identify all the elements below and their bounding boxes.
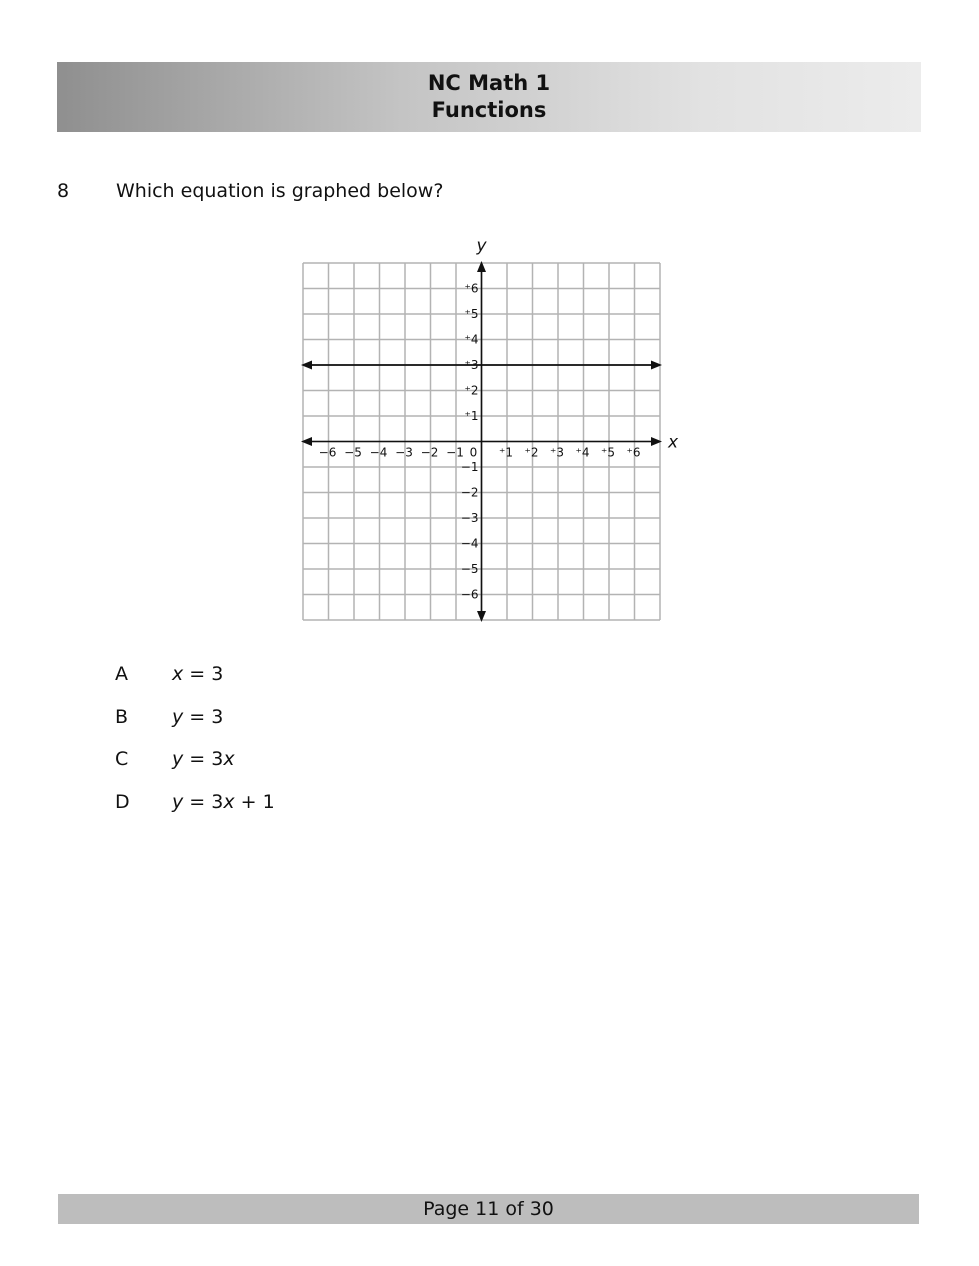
y-tick-label: ⁺6 xyxy=(464,281,479,296)
variable: y xyxy=(172,705,184,728)
page-footer xyxy=(58,1194,919,1224)
y-tick-label: −4 xyxy=(460,536,479,551)
choice-letter: A xyxy=(115,663,128,685)
choice-letter: C xyxy=(115,748,129,770)
x-tick-label: ⁺4 xyxy=(575,445,590,460)
y-tick-label: ⁺3 xyxy=(464,358,479,372)
variable: x xyxy=(172,663,184,685)
y-tick-label: ⁺4 xyxy=(464,332,479,347)
x-tick-label: ⁺3 xyxy=(550,445,564,460)
x-tick-label: ⁺5 xyxy=(601,445,615,460)
x-tick-label: −2 xyxy=(420,445,439,460)
variable: y xyxy=(172,748,184,770)
y-tick-label: −1 xyxy=(460,460,479,474)
coordinate-graph xyxy=(288,236,680,632)
equation-text: = 3 xyxy=(183,748,224,770)
x-tick-label: −6 xyxy=(318,445,337,460)
choice-equation xyxy=(172,706,223,728)
choice-letter: B xyxy=(115,705,129,728)
equation-text: + 1 xyxy=(234,790,275,813)
question-text: Which equation is graphed below? xyxy=(116,180,444,202)
y-axis-label: y xyxy=(476,236,487,256)
question-number: 8 xyxy=(57,180,70,202)
header-unit-title: Functions xyxy=(431,98,547,122)
x-tick-label: −1 xyxy=(446,445,464,460)
x-tick-label: 0 xyxy=(469,445,478,460)
header-course-title: NC Math 1 xyxy=(427,71,551,95)
x-tick-label: −5 xyxy=(344,445,362,460)
y-tick-label: −3 xyxy=(460,511,479,525)
equation-text: = 3 xyxy=(183,790,224,813)
variable: y xyxy=(172,790,184,813)
y-tick-label: ⁺5 xyxy=(464,307,479,321)
choice-equation xyxy=(172,663,223,685)
y-tick-label: −6 xyxy=(460,587,479,602)
x-tick-label: ⁺2 xyxy=(524,445,539,460)
choice-equation xyxy=(172,791,275,813)
x-tick-label: ⁺6 xyxy=(626,445,641,460)
variable: x xyxy=(223,748,235,770)
y-tick-label: ⁺1 xyxy=(464,409,479,423)
x-axis-label: x xyxy=(668,432,679,453)
x-tick-label: −3 xyxy=(395,445,413,460)
y-tick-label: −5 xyxy=(460,562,479,576)
graph-svg xyxy=(288,236,680,628)
page-header xyxy=(57,62,921,132)
y-tick-label: ⁺2 xyxy=(464,383,479,398)
y-tick-label: −2 xyxy=(460,485,479,500)
choice-equation xyxy=(172,748,235,770)
variable: x xyxy=(223,790,235,813)
equation-text: = 3 xyxy=(183,705,224,728)
choice-letter: D xyxy=(115,790,130,813)
equation-text: = 3 xyxy=(183,663,224,685)
page-number: Page 11 of 30 xyxy=(423,1198,554,1220)
x-tick-label: ⁺1 xyxy=(499,445,513,460)
x-tick-label: −4 xyxy=(369,445,388,460)
